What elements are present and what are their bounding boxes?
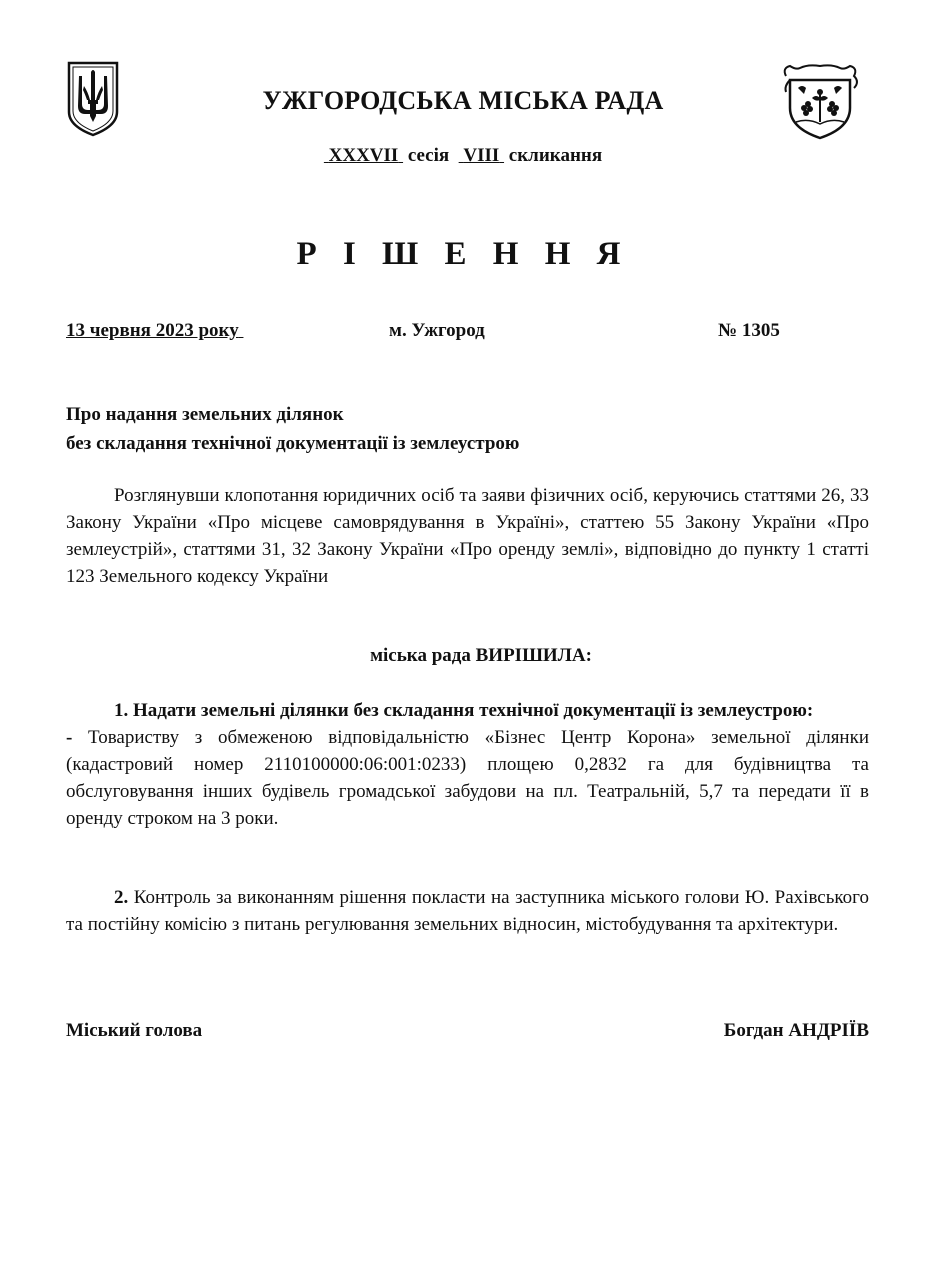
item-2-number: 2. [114,887,129,908]
subject-line-1: Про надання земельних ділянок [66,404,344,425]
intro-paragraph: Розглянувши клопотання юридичних осіб та заяви фізичних осіб, керуючись статтями 26, 33 Закону України «Про місцеве самоврядування в Україні», статтею 55 Закону України «Про землеустрій», статтями 31, 32 Закону України «Про оренду землі», відповідно до пункту 1 статті 123 Земельного кодексу України [66,485,869,587]
document-title: Р І Ш Е Н Н Я [296,236,630,272]
item-1-text: Товариству з обмеженою відповідальністю «Бізнес Центр Корона» земельної ділянки (кадастровий номер 2110100000:06:001:0233) площею 0,2832 га для будівництва та обслуговування інших будівель громадської забудови на пл. Театральній, 5,7 та передати її в оренду строком на 3 роки. [66,727,869,829]
document-number: № 1305 [718,320,780,341]
document-subject [66,400,866,458]
signature-position: Міський голова [66,1020,203,1041]
convocation-number: VIII [463,145,500,166]
session-label: сесія [407,145,450,166]
document-date: 13 червня 2023 року [66,320,239,341]
document-city: м. Ужгород [389,320,485,341]
item-1-heading: 1. Надати земельні ділянки без складання технічної документації із землеустрою: [114,700,814,721]
convocation-label: скликання [508,145,603,166]
council-name: УЖГОРОДСЬКА МІСЬКА РАДА [262,86,664,115]
subject-line-2: без складання технічної документації із землеустрою [66,433,520,454]
decided-heading: міська рада ВИРІШИЛА: [370,645,592,666]
decision-item-2 [66,884,869,938]
signature-name: Богдан АНДРІЇВ [723,1020,869,1041]
item-1-dash: - [66,727,73,748]
session-number: XXXVII [328,145,399,166]
session-line [0,145,926,167]
item-2-text: Контроль за виконанням рішення покласти на заступника міського голови Ю. Рахівського та постійну комісію з питань регулювання земельних відносин, містобудування та архітектури. [66,887,869,935]
decision-item-1 [66,697,869,832]
